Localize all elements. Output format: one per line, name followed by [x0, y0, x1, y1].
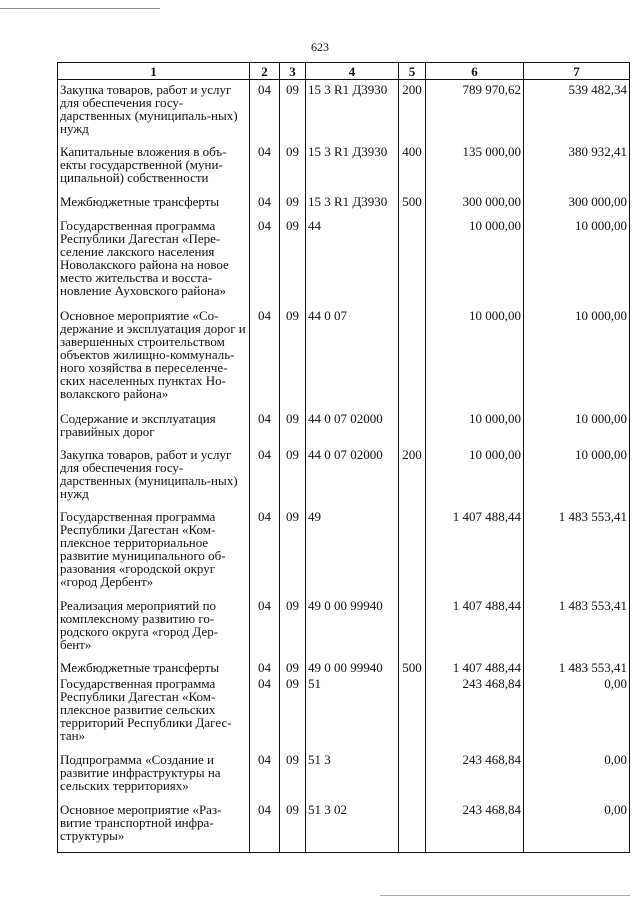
cell-sum1: 10 000,00 [426, 309, 524, 412]
cell-rz: 04 [250, 661, 280, 677]
cell-rz: 04 [250, 219, 280, 309]
cell-vr [399, 510, 426, 599]
cell-sum2: 10 000,00 [524, 448, 630, 510]
cell-vr [399, 599, 426, 661]
cell-sum1: 135 000,00 [426, 145, 524, 195]
table-row [58, 412, 630, 448]
cell-rz: 04 [250, 510, 280, 599]
cell-pr: 09 [280, 753, 306, 803]
cell-sum1: 10 000,00 [426, 219, 524, 309]
cell-sum2: 1 483 553,41 [524, 510, 630, 599]
cell-rz: 04 [250, 753, 280, 803]
cell-csr: 51 [306, 677, 399, 753]
table-row [58, 677, 630, 753]
col-header-sum2: 7 [524, 63, 630, 80]
cell-vr: 400 [399, 145, 426, 195]
cell-rz: 04 [250, 599, 280, 661]
page-number: 623 [311, 40, 329, 54]
cell-name: Подпрограмма «Создание и развитие инфраструктуры на сельских территориях» [58, 753, 250, 803]
cell-sum1: 243 468,84 [426, 677, 524, 753]
table-row [58, 80, 630, 146]
col-header-name: 1 [58, 63, 250, 80]
cell-vr: 500 [399, 661, 426, 677]
table-row [58, 599, 630, 661]
top-scan-rule [0, 8, 160, 9]
cell-vr [399, 803, 426, 853]
col-header-vr: 5 [399, 63, 426, 80]
table-row [58, 661, 630, 677]
cell-csr: 15 3 R1 Д3930 [306, 80, 399, 146]
table-row [58, 510, 630, 599]
cell-sum2: 1 483 553,41 [524, 661, 630, 677]
cell-sum1: 1 407 488,44 [426, 599, 524, 661]
cell-name: Межбюджетные трансферты [58, 661, 250, 677]
cell-csr: 49 [306, 510, 399, 599]
header-row [58, 63, 630, 80]
cell-rz: 04 [250, 803, 280, 853]
cell-pr: 09 [280, 195, 306, 219]
cell-csr: 44 0 07 [306, 309, 399, 412]
table-row [58, 145, 630, 195]
table-row [58, 219, 630, 309]
cell-sum1: 10 000,00 [426, 448, 524, 510]
cell-name: Закупка товаров, работ и услуг для обеспечения госу-дарственных (муниципаль-ных) нужд [58, 80, 250, 146]
cell-sum2: 10 000,00 [524, 219, 630, 309]
cell-sum1: 789 970,62 [426, 80, 524, 146]
bottom-scan-rule [380, 895, 630, 896]
cell-sum2: 380 932,41 [524, 145, 630, 195]
cell-name: Основное мероприятие «Со-держание и эксплуатация дорог и завершенных строительством объектов жилищно-коммуналь-ного хозяйства в переселенче-ских населенных пунктах Но-волакского района» [58, 309, 250, 412]
cell-pr: 09 [280, 412, 306, 448]
cell-sum1: 300 000,00 [426, 195, 524, 219]
cell-sum2: 10 000,00 [524, 309, 630, 412]
cell-rz: 04 [250, 677, 280, 753]
budget-table [57, 62, 630, 853]
cell-rz: 04 [250, 145, 280, 195]
cell-sum1: 243 468,84 [426, 803, 524, 853]
table-body [58, 80, 630, 853]
cell-vr [399, 753, 426, 803]
cell-sum1: 1 407 488,44 [426, 510, 524, 599]
cell-pr: 09 [280, 145, 306, 195]
cell-name: Государственная программа Республики Дагестан «Ком-плексное территориальное развитие муниципального об-разования «городской округ «город Дербент» [58, 510, 250, 599]
table-row [58, 803, 630, 853]
cell-sum2: 0,00 [524, 677, 630, 753]
cell-pr: 09 [280, 677, 306, 753]
cell-sum2: 1 483 553,41 [524, 599, 630, 661]
cell-rz: 04 [250, 309, 280, 412]
cell-sum2: 0,00 [524, 753, 630, 803]
cell-rz: 04 [250, 195, 280, 219]
cell-name: Межбюджетные трансферты [58, 195, 250, 219]
cell-sum1: 243 468,84 [426, 753, 524, 803]
cell-vr [399, 219, 426, 309]
cell-pr: 09 [280, 219, 306, 309]
cell-sum2: 300 000,00 [524, 195, 630, 219]
table-row [58, 753, 630, 803]
cell-name: Реализация мероприятий по комплексному развитию го-родского округа «город Дер-бент» [58, 599, 250, 661]
cell-name: Капитальные вложения в объ-екты государственной (муни-ципальной) собственности [58, 145, 250, 195]
cell-name: Основное мероприятие «Раз-витие транспортной инфра-структуры» [58, 803, 250, 853]
table-row [58, 195, 630, 219]
cell-pr: 09 [280, 803, 306, 853]
cell-csr: 51 3 02 [306, 803, 399, 853]
cell-pr: 09 [280, 510, 306, 599]
cell-sum1: 1 407 488,44 [426, 661, 524, 677]
cell-vr [399, 677, 426, 753]
cell-name: Закупка товаров, работ и услуг для обеспечения госу-дарственных (муниципаль-ных) нужд [58, 448, 250, 510]
cell-rz: 04 [250, 448, 280, 510]
cell-csr: 49 0 00 99940 [306, 599, 399, 661]
table-row [58, 309, 630, 412]
cell-pr: 09 [280, 80, 306, 146]
cell-csr: 44 [306, 219, 399, 309]
cell-csr: 15 3 R1 Д3930 [306, 195, 399, 219]
cell-pr: 09 [280, 599, 306, 661]
cell-name: Государственная программа Республики Дагестан «Пере-селение лакского населения Новолакского района на новое место жительства и восста-новление Ауховского района» [58, 219, 250, 309]
cell-csr: 15 3 R1 Д3930 [306, 145, 399, 195]
cell-rz: 04 [250, 80, 280, 146]
cell-sum1: 10 000,00 [426, 412, 524, 448]
table-row [58, 448, 630, 510]
cell-vr: 200 [399, 80, 426, 146]
cell-vr [399, 412, 426, 448]
cell-sum2: 10 000,00 [524, 412, 630, 448]
col-header-pr: 3 [280, 63, 306, 80]
cell-csr: 44 0 07 02000 [306, 448, 399, 510]
cell-csr: 44 0 07 02000 [306, 412, 399, 448]
col-header-rz: 2 [250, 63, 280, 80]
cell-vr [399, 309, 426, 412]
cell-csr: 49 0 00 99940 [306, 661, 399, 677]
cell-sum2: 539 482,34 [524, 80, 630, 146]
cell-csr: 51 3 [306, 753, 399, 803]
cell-pr: 09 [280, 309, 306, 412]
col-header-csr: 4 [306, 63, 399, 80]
cell-vr: 200 [399, 448, 426, 510]
col-header-sum1: 6 [426, 63, 524, 80]
cell-name: Содержание и эксплуатация гравийных дорог [58, 412, 250, 448]
cell-sum2: 0,00 [524, 803, 630, 853]
cell-pr: 09 [280, 448, 306, 510]
cell-rz: 04 [250, 412, 280, 448]
cell-vr: 500 [399, 195, 426, 219]
cell-name: Государственная программа Республики Дагестан «Ком-плексное развитие сельских территорий Республики Дагес-тан» [58, 677, 250, 753]
cell-pr: 09 [280, 661, 306, 677]
